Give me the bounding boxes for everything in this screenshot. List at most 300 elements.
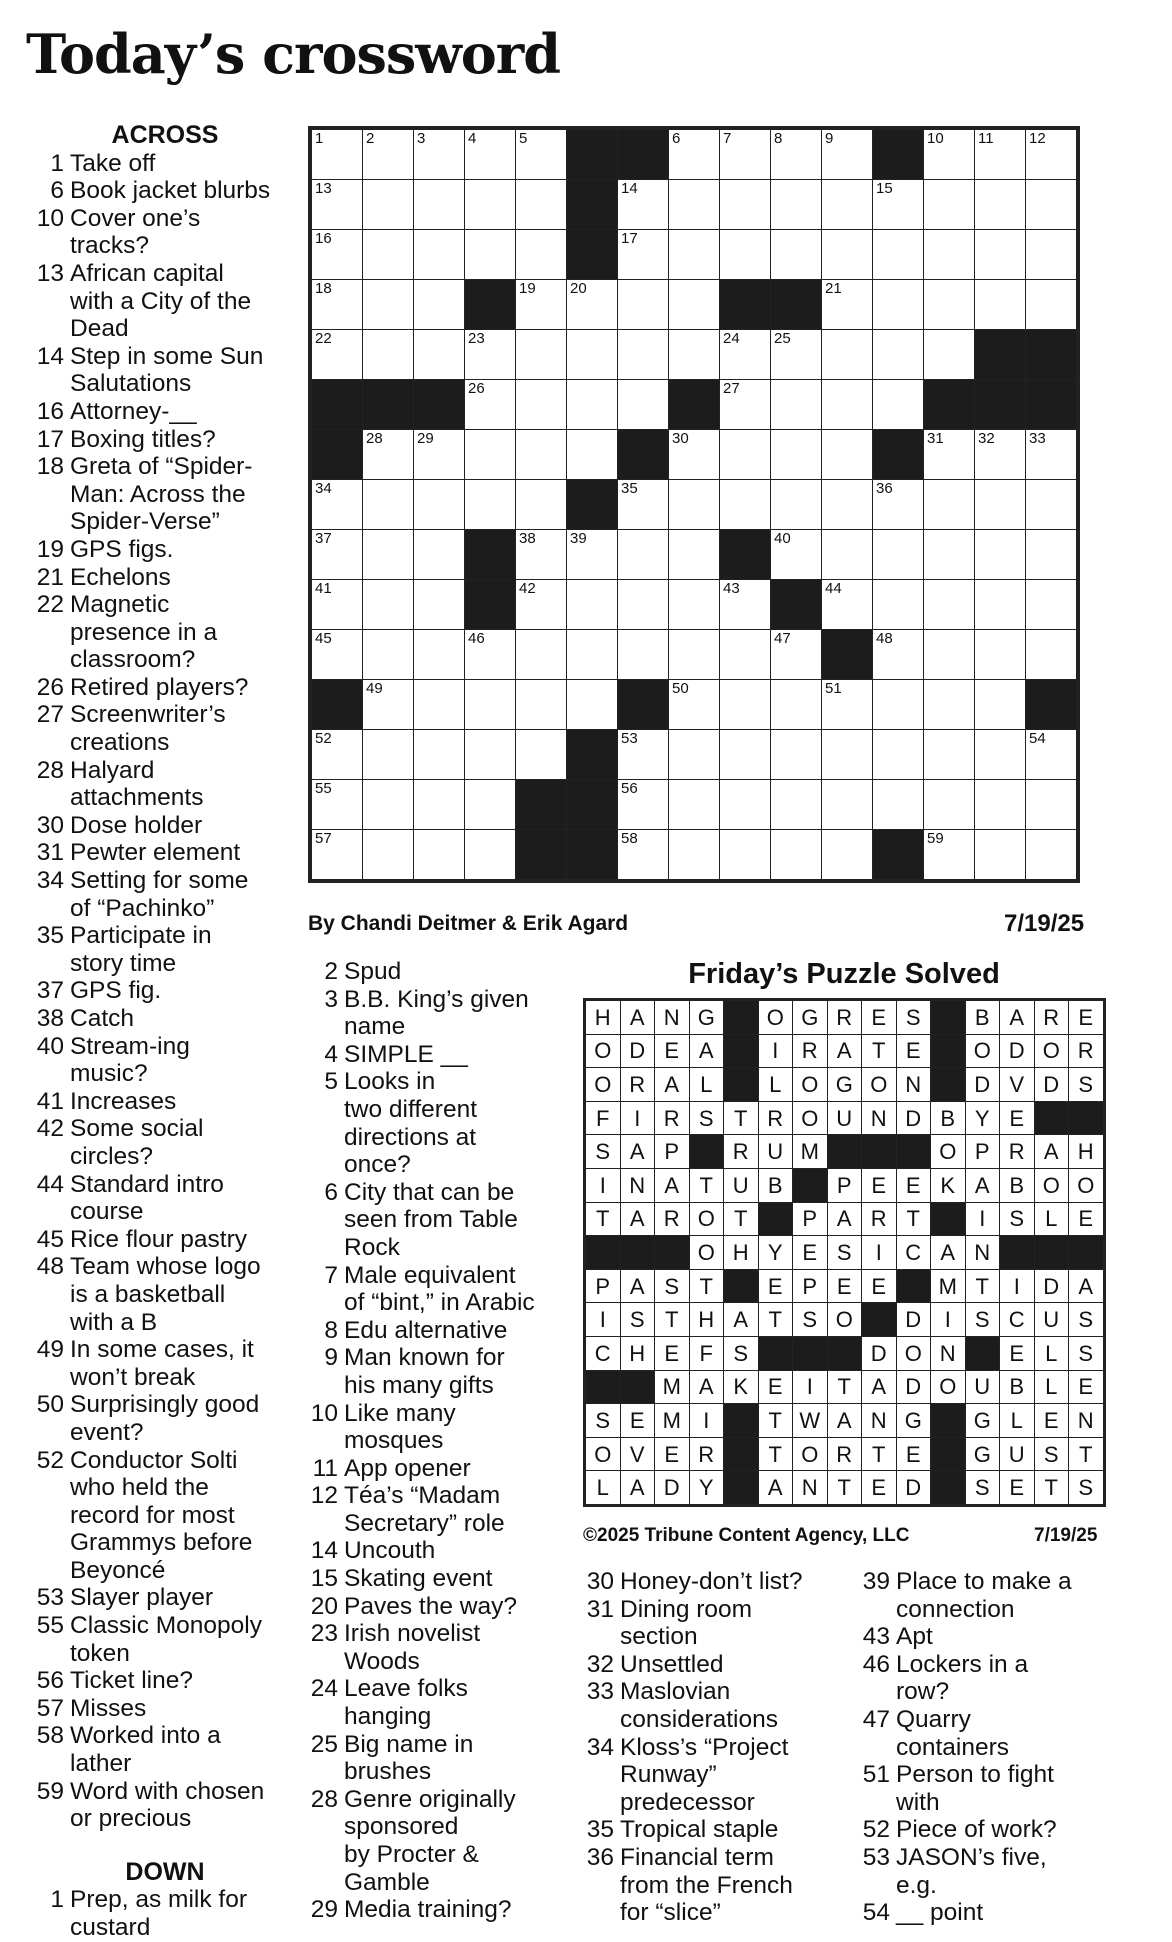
solved-letter: E bbox=[1069, 1370, 1104, 1404]
grid-cell[interactable] bbox=[516, 730, 567, 780]
clue-continuation bbox=[30, 1060, 300, 1088]
clue-text: by Procter & bbox=[344, 1841, 479, 1868]
grid-cell[interactable] bbox=[516, 330, 567, 380]
clue-number: 53 bbox=[862, 1843, 890, 1871]
black-square bbox=[414, 380, 465, 430]
grid-cell[interactable] bbox=[516, 280, 567, 330]
grid-cell[interactable] bbox=[720, 480, 771, 530]
grid-cell[interactable] bbox=[414, 280, 465, 330]
grid-cell[interactable] bbox=[363, 530, 414, 580]
grid-cell[interactable] bbox=[669, 280, 720, 330]
grid-cell[interactable] bbox=[822, 430, 873, 480]
grid-cell[interactable] bbox=[720, 230, 771, 280]
grid-cell[interactable] bbox=[924, 230, 975, 280]
clue bbox=[30, 177, 300, 205]
grid-cell[interactable] bbox=[720, 180, 771, 230]
clue-continuation bbox=[306, 1510, 566, 1538]
grid-cell[interactable] bbox=[1026, 830, 1077, 880]
grid-cell[interactable] bbox=[669, 130, 720, 180]
grid-cell[interactable] bbox=[414, 530, 465, 580]
grid-cell[interactable] bbox=[567, 680, 618, 730]
grid-cell[interactable] bbox=[618, 730, 669, 780]
grid-cell[interactable] bbox=[669, 580, 720, 630]
grid-cell[interactable] bbox=[567, 530, 618, 580]
grid-cell[interactable] bbox=[924, 480, 975, 530]
cell-number: 21 bbox=[825, 280, 842, 297]
grid-cell[interactable] bbox=[669, 830, 720, 880]
solved-letter: O bbox=[586, 1068, 621, 1102]
grid-cell[interactable] bbox=[363, 280, 414, 330]
grid-cell[interactable] bbox=[822, 480, 873, 530]
grid-cell[interactable] bbox=[669, 430, 720, 480]
solved-letter: T bbox=[724, 1101, 759, 1135]
clue-number: 24 bbox=[310, 1675, 338, 1703]
grid-cell[interactable] bbox=[924, 430, 975, 480]
grid-cell[interactable] bbox=[465, 380, 516, 430]
grid-cell[interactable] bbox=[312, 780, 363, 830]
clue bbox=[306, 1344, 566, 1372]
solved-letter: N bbox=[965, 1236, 1000, 1270]
grid-cell[interactable] bbox=[363, 680, 414, 730]
grid-cell[interactable] bbox=[414, 780, 465, 830]
grid-cell[interactable] bbox=[363, 180, 414, 230]
grid-cell[interactable] bbox=[771, 180, 822, 230]
black-square bbox=[1034, 1236, 1069, 1270]
grid-cell[interactable] bbox=[363, 130, 414, 180]
clue-continuation bbox=[858, 1872, 1158, 1900]
grid-cell[interactable] bbox=[771, 780, 822, 830]
solved-letter: L bbox=[1034, 1202, 1069, 1236]
grid-cell[interactable] bbox=[924, 830, 975, 880]
clue-continuation bbox=[30, 288, 300, 316]
grid-cell[interactable] bbox=[720, 630, 771, 680]
clue-number: 54 bbox=[862, 1899, 890, 1927]
clue-text: seen from Table bbox=[344, 1206, 518, 1234]
clue bbox=[858, 1899, 1158, 1927]
grid-cell[interactable] bbox=[363, 430, 414, 480]
grid-cell[interactable] bbox=[1026, 580, 1077, 630]
grid-cell[interactable] bbox=[720, 380, 771, 430]
grid-cell[interactable] bbox=[669, 530, 720, 580]
clue-continuation bbox=[582, 1706, 852, 1734]
grid-cell[interactable] bbox=[975, 130, 1026, 180]
grid-cell[interactable] bbox=[822, 280, 873, 330]
clue-number: 29 bbox=[310, 1896, 338, 1924]
clue-text: presence in a bbox=[70, 618, 218, 646]
grid-cell[interactable] bbox=[1026, 480, 1077, 530]
grid-cell[interactable] bbox=[465, 130, 516, 180]
grid-cell[interactable] bbox=[975, 680, 1026, 730]
grid-cell[interactable] bbox=[618, 830, 669, 880]
solved-letter: T bbox=[586, 1202, 621, 1236]
grid-cell[interactable] bbox=[1026, 730, 1077, 780]
solved-letter: T bbox=[965, 1269, 1000, 1303]
cell-number: 19 bbox=[519, 280, 536, 297]
grid-cell[interactable] bbox=[465, 680, 516, 730]
grid-cell[interactable] bbox=[822, 730, 873, 780]
grid-cell[interactable] bbox=[975, 430, 1026, 480]
grid-cell[interactable] bbox=[771, 430, 822, 480]
solved-letter: S bbox=[965, 1471, 1000, 1505]
grid-cell[interactable] bbox=[771, 330, 822, 380]
grid-cell[interactable] bbox=[822, 130, 873, 180]
grid-cell[interactable] bbox=[516, 680, 567, 730]
solved-letter: L bbox=[1000, 1404, 1035, 1438]
clue-number: 47 bbox=[862, 1705, 890, 1733]
clue bbox=[306, 1786, 566, 1814]
grid-cell[interactable] bbox=[516, 380, 567, 430]
grid-cell[interactable] bbox=[363, 230, 414, 280]
grid-cell[interactable] bbox=[873, 180, 924, 230]
clue-number: 57 bbox=[36, 1694, 64, 1722]
solved-letter: Y bbox=[689, 1471, 724, 1505]
clue-text: won’t break bbox=[70, 1363, 196, 1391]
grid-cell[interactable] bbox=[312, 480, 363, 530]
grid-cell[interactable] bbox=[618, 230, 669, 280]
cell-number: 43 bbox=[723, 580, 740, 597]
clue-continuation bbox=[306, 1648, 566, 1676]
grid-cell[interactable] bbox=[363, 580, 414, 630]
grid-cell[interactable] bbox=[414, 830, 465, 880]
grid-cell[interactable] bbox=[363, 780, 414, 830]
grid-cell[interactable] bbox=[312, 630, 363, 680]
grid-cell[interactable] bbox=[771, 680, 822, 730]
clue-number: 6 bbox=[324, 1178, 338, 1206]
clue-text: story time bbox=[70, 949, 177, 977]
clue-number: 15 bbox=[310, 1565, 338, 1593]
clue-text: considerations bbox=[620, 1705, 778, 1733]
clue-number: 31 bbox=[586, 1595, 614, 1623]
grid-cell[interactable] bbox=[720, 730, 771, 780]
grid-cell[interactable] bbox=[618, 530, 669, 580]
grid-cell[interactable] bbox=[465, 780, 516, 830]
clue bbox=[30, 701, 300, 729]
grid-cell[interactable] bbox=[873, 480, 924, 530]
grid-cell[interactable] bbox=[669, 480, 720, 530]
grid-cell[interactable] bbox=[720, 130, 771, 180]
clue-number: 34 bbox=[586, 1733, 614, 1761]
solved-letter: S bbox=[1069, 1336, 1104, 1370]
grid-cell[interactable] bbox=[1026, 780, 1077, 830]
solved-letter: A bbox=[931, 1236, 966, 1270]
grid-cell[interactable] bbox=[465, 730, 516, 780]
grid-cell[interactable] bbox=[771, 730, 822, 780]
grid-cell[interactable] bbox=[465, 630, 516, 680]
clue-number: 7 bbox=[324, 1261, 338, 1289]
grid-cell[interactable] bbox=[975, 530, 1026, 580]
solved-letter: W bbox=[793, 1404, 828, 1438]
grid-cell[interactable] bbox=[720, 680, 771, 730]
clue-number: 19 bbox=[36, 535, 64, 563]
grid-cell[interactable] bbox=[771, 230, 822, 280]
clue bbox=[30, 1336, 300, 1364]
cell-number: 4 bbox=[468, 130, 477, 147]
solved-letter: H bbox=[689, 1303, 724, 1337]
grid-cell[interactable] bbox=[618, 180, 669, 230]
grid-cell[interactable] bbox=[414, 730, 465, 780]
solved-letter: B bbox=[931, 1101, 966, 1135]
clue bbox=[858, 1844, 1158, 1872]
grid-cell[interactable] bbox=[414, 130, 465, 180]
grid-cell[interactable] bbox=[312, 730, 363, 780]
grid-cell[interactable] bbox=[618, 330, 669, 380]
clue bbox=[30, 1253, 300, 1281]
grid-cell[interactable] bbox=[720, 780, 771, 830]
grid-cell[interactable] bbox=[312, 180, 363, 230]
solved-letter: R bbox=[758, 1101, 793, 1135]
grid-cell[interactable] bbox=[822, 680, 873, 730]
grid-cell[interactable] bbox=[516, 430, 567, 480]
grid-cell[interactable] bbox=[669, 180, 720, 230]
grid-cell[interactable] bbox=[465, 830, 516, 880]
grid-cell[interactable] bbox=[516, 480, 567, 530]
grid-cell[interactable] bbox=[975, 280, 1026, 330]
grid-cell[interactable] bbox=[924, 780, 975, 830]
grid-cell[interactable] bbox=[924, 330, 975, 380]
grid-cell[interactable] bbox=[924, 580, 975, 630]
grid-cell[interactable] bbox=[873, 730, 924, 780]
grid-cell[interactable] bbox=[363, 830, 414, 880]
solved-letter: A bbox=[758, 1471, 793, 1505]
grid-cell[interactable] bbox=[516, 580, 567, 630]
grid-cell[interactable] bbox=[771, 130, 822, 180]
clue-number: 1 bbox=[50, 1886, 64, 1914]
grid-cell[interactable] bbox=[975, 780, 1026, 830]
grid-cell[interactable] bbox=[822, 330, 873, 380]
grid-cell[interactable] bbox=[669, 230, 720, 280]
clue-number: 49 bbox=[36, 1336, 64, 1364]
grid-cell[interactable] bbox=[516, 630, 567, 680]
black-square bbox=[724, 1269, 759, 1303]
grid-cell[interactable] bbox=[873, 530, 924, 580]
clue-number: 14 bbox=[36, 342, 64, 370]
grid-cell[interactable] bbox=[1026, 130, 1077, 180]
grid-cell[interactable] bbox=[924, 280, 975, 330]
cell-number: 57 bbox=[315, 830, 332, 847]
grid-cell[interactable] bbox=[312, 130, 363, 180]
clue-number: 5 bbox=[324, 1068, 338, 1096]
solved-letter: E bbox=[655, 1437, 690, 1471]
clue-text: connection bbox=[896, 1595, 1015, 1623]
grid-cell[interactable] bbox=[771, 530, 822, 580]
grid-cell[interactable] bbox=[516, 130, 567, 180]
grid-cell[interactable] bbox=[312, 230, 363, 280]
black-square bbox=[586, 1236, 621, 1270]
grid-cell[interactable] bbox=[312, 580, 363, 630]
grid-cell[interactable] bbox=[363, 630, 414, 680]
clue-text: Prep, as milk for bbox=[70, 1886, 247, 1914]
grid-cell[interactable] bbox=[975, 480, 1026, 530]
grid-cell[interactable] bbox=[465, 330, 516, 380]
grid-cell[interactable] bbox=[822, 380, 873, 430]
solved-letter: G bbox=[965, 1437, 1000, 1471]
grid-cell[interactable] bbox=[312, 830, 363, 880]
grid-cell[interactable] bbox=[873, 330, 924, 380]
grid-cell[interactable] bbox=[567, 280, 618, 330]
solved-letter: K bbox=[724, 1370, 759, 1404]
grid-cell[interactable] bbox=[363, 330, 414, 380]
grid-cell[interactable] bbox=[1026, 180, 1077, 230]
grid-cell[interactable] bbox=[975, 230, 1026, 280]
grid-cell[interactable] bbox=[924, 130, 975, 180]
grid-cell[interactable] bbox=[414, 630, 465, 680]
grid-cell[interactable] bbox=[1026, 530, 1077, 580]
grid-cell[interactable] bbox=[414, 230, 465, 280]
solved-letter: D bbox=[620, 1034, 655, 1068]
grid-cell[interactable] bbox=[924, 530, 975, 580]
grid-cell[interactable] bbox=[516, 180, 567, 230]
grid-cell[interactable] bbox=[975, 730, 1026, 780]
solved-letter: S bbox=[965, 1303, 1000, 1337]
solved-letter: S bbox=[793, 1303, 828, 1337]
grid-cell[interactable] bbox=[720, 580, 771, 630]
grid-cell[interactable] bbox=[822, 530, 873, 580]
clue-text: Male equivalent bbox=[344, 1261, 516, 1289]
grid-cell[interactable] bbox=[771, 830, 822, 880]
grid-cell[interactable] bbox=[465, 480, 516, 530]
grid-cell[interactable] bbox=[924, 680, 975, 730]
black-square bbox=[1000, 1236, 1035, 1270]
cell-number: 29 bbox=[417, 430, 434, 447]
grid-cell[interactable] bbox=[414, 430, 465, 480]
clue-text: __ point bbox=[896, 1899, 984, 1927]
grid-cell[interactable] bbox=[1026, 280, 1077, 330]
black-square bbox=[724, 1437, 759, 1471]
cell-number: 40 bbox=[774, 530, 791, 547]
clue-text: Gamble bbox=[344, 1868, 430, 1896]
grid-cell[interactable] bbox=[669, 680, 720, 730]
solved-letter: E bbox=[1000, 1471, 1035, 1505]
clue-text: Increases bbox=[70, 1087, 177, 1115]
grid-cell[interactable] bbox=[771, 630, 822, 680]
clue-text: with a B bbox=[70, 1308, 158, 1336]
grid-cell[interactable] bbox=[414, 480, 465, 530]
grid-cell[interactable] bbox=[873, 280, 924, 330]
cell-number: 42 bbox=[519, 580, 536, 597]
grid-cell[interactable] bbox=[516, 230, 567, 280]
grid-cell[interactable] bbox=[567, 430, 618, 480]
grid-cell[interactable] bbox=[924, 630, 975, 680]
clue-text: hanging bbox=[344, 1703, 432, 1731]
crossword-grid[interactable] bbox=[308, 126, 1080, 883]
solved-letter: R bbox=[793, 1034, 828, 1068]
grid-cell[interactable] bbox=[720, 430, 771, 480]
clue-text: Secretary” role bbox=[344, 1509, 505, 1537]
grid-cell[interactable] bbox=[924, 180, 975, 230]
black-square bbox=[620, 1370, 655, 1404]
grid-cell[interactable] bbox=[618, 380, 669, 430]
grid-cell[interactable] bbox=[669, 730, 720, 780]
grid-cell[interactable] bbox=[1026, 630, 1077, 680]
grid-cell[interactable] bbox=[975, 830, 1026, 880]
grid-cell[interactable] bbox=[567, 330, 618, 380]
solved-letter: T bbox=[1069, 1437, 1104, 1471]
clue-text: Team whose logo bbox=[70, 1253, 261, 1281]
grid-cell[interactable] bbox=[567, 580, 618, 630]
grid-cell[interactable] bbox=[1026, 430, 1077, 480]
grid-cell[interactable] bbox=[873, 680, 924, 730]
grid-cell[interactable] bbox=[873, 230, 924, 280]
black-square bbox=[724, 1001, 759, 1035]
grid-cell[interactable] bbox=[414, 580, 465, 630]
grid-cell[interactable] bbox=[669, 780, 720, 830]
black-square bbox=[724, 1471, 759, 1505]
grid-cell[interactable] bbox=[363, 480, 414, 530]
grid-cell[interactable] bbox=[822, 830, 873, 880]
grid-cell[interactable] bbox=[822, 780, 873, 830]
solved-letter: O bbox=[1034, 1034, 1069, 1068]
clue-continuation bbox=[30, 729, 300, 757]
grid-cell[interactable] bbox=[465, 430, 516, 480]
cell-number: 47 bbox=[774, 630, 791, 647]
grid-cell[interactable] bbox=[975, 580, 1026, 630]
grid-cell[interactable] bbox=[465, 180, 516, 230]
solved-letter: E bbox=[620, 1404, 655, 1438]
grid-cell[interactable] bbox=[873, 780, 924, 830]
grid-cell[interactable] bbox=[822, 580, 873, 630]
grid-cell[interactable] bbox=[312, 330, 363, 380]
grid-cell[interactable] bbox=[720, 330, 771, 380]
clue-continuation bbox=[858, 1734, 1158, 1762]
grid-cell[interactable] bbox=[618, 630, 669, 680]
grid-cell[interactable] bbox=[873, 580, 924, 630]
grid-cell[interactable] bbox=[618, 780, 669, 830]
grid-cell[interactable] bbox=[669, 330, 720, 380]
grid-cell[interactable] bbox=[465, 230, 516, 280]
clue-number: 9 bbox=[324, 1344, 338, 1372]
solved-letter: N bbox=[931, 1336, 966, 1370]
black-square bbox=[465, 530, 516, 580]
grid-cell[interactable] bbox=[822, 180, 873, 230]
black-square bbox=[862, 1303, 897, 1337]
clue-continuation bbox=[30, 895, 300, 923]
grid-cell[interactable] bbox=[975, 630, 1026, 680]
clue-text: Dead bbox=[70, 315, 129, 343]
cell-number: 31 bbox=[927, 430, 944, 447]
grid-cell[interactable] bbox=[1026, 230, 1077, 280]
clue-text: Boxing titles? bbox=[70, 425, 216, 453]
black-square bbox=[793, 1168, 828, 1202]
clue bbox=[582, 1844, 852, 1872]
grid-cell[interactable] bbox=[414, 330, 465, 380]
grid-cell[interactable] bbox=[516, 530, 567, 580]
grid-cell[interactable] bbox=[618, 480, 669, 530]
grid-cell[interactable] bbox=[312, 280, 363, 330]
grid-cell[interactable] bbox=[975, 180, 1026, 230]
grid-cell[interactable] bbox=[822, 230, 873, 280]
clue-continuation bbox=[30, 1419, 300, 1447]
solved-letter: O bbox=[758, 1001, 793, 1035]
grid-cell[interactable] bbox=[771, 480, 822, 530]
grid-cell[interactable] bbox=[363, 730, 414, 780]
grid-cell[interactable] bbox=[414, 180, 465, 230]
grid-cell[interactable] bbox=[771, 380, 822, 430]
grid-cell[interactable] bbox=[312, 530, 363, 580]
solved-letter: A bbox=[620, 1135, 655, 1169]
grid-cell[interactable] bbox=[618, 580, 669, 630]
grid-cell[interactable] bbox=[567, 380, 618, 430]
grid-cell[interactable] bbox=[669, 630, 720, 680]
grid-cell[interactable] bbox=[414, 680, 465, 730]
solved-letter: E bbox=[1000, 1101, 1035, 1135]
grid-cell[interactable] bbox=[924, 730, 975, 780]
grid-cell[interactable] bbox=[873, 380, 924, 430]
grid-cell[interactable] bbox=[720, 830, 771, 880]
grid-cell[interactable] bbox=[618, 280, 669, 330]
clue-continuation bbox=[306, 1372, 566, 1400]
grid-cell[interactable] bbox=[567, 630, 618, 680]
grid-cell[interactable] bbox=[873, 630, 924, 680]
